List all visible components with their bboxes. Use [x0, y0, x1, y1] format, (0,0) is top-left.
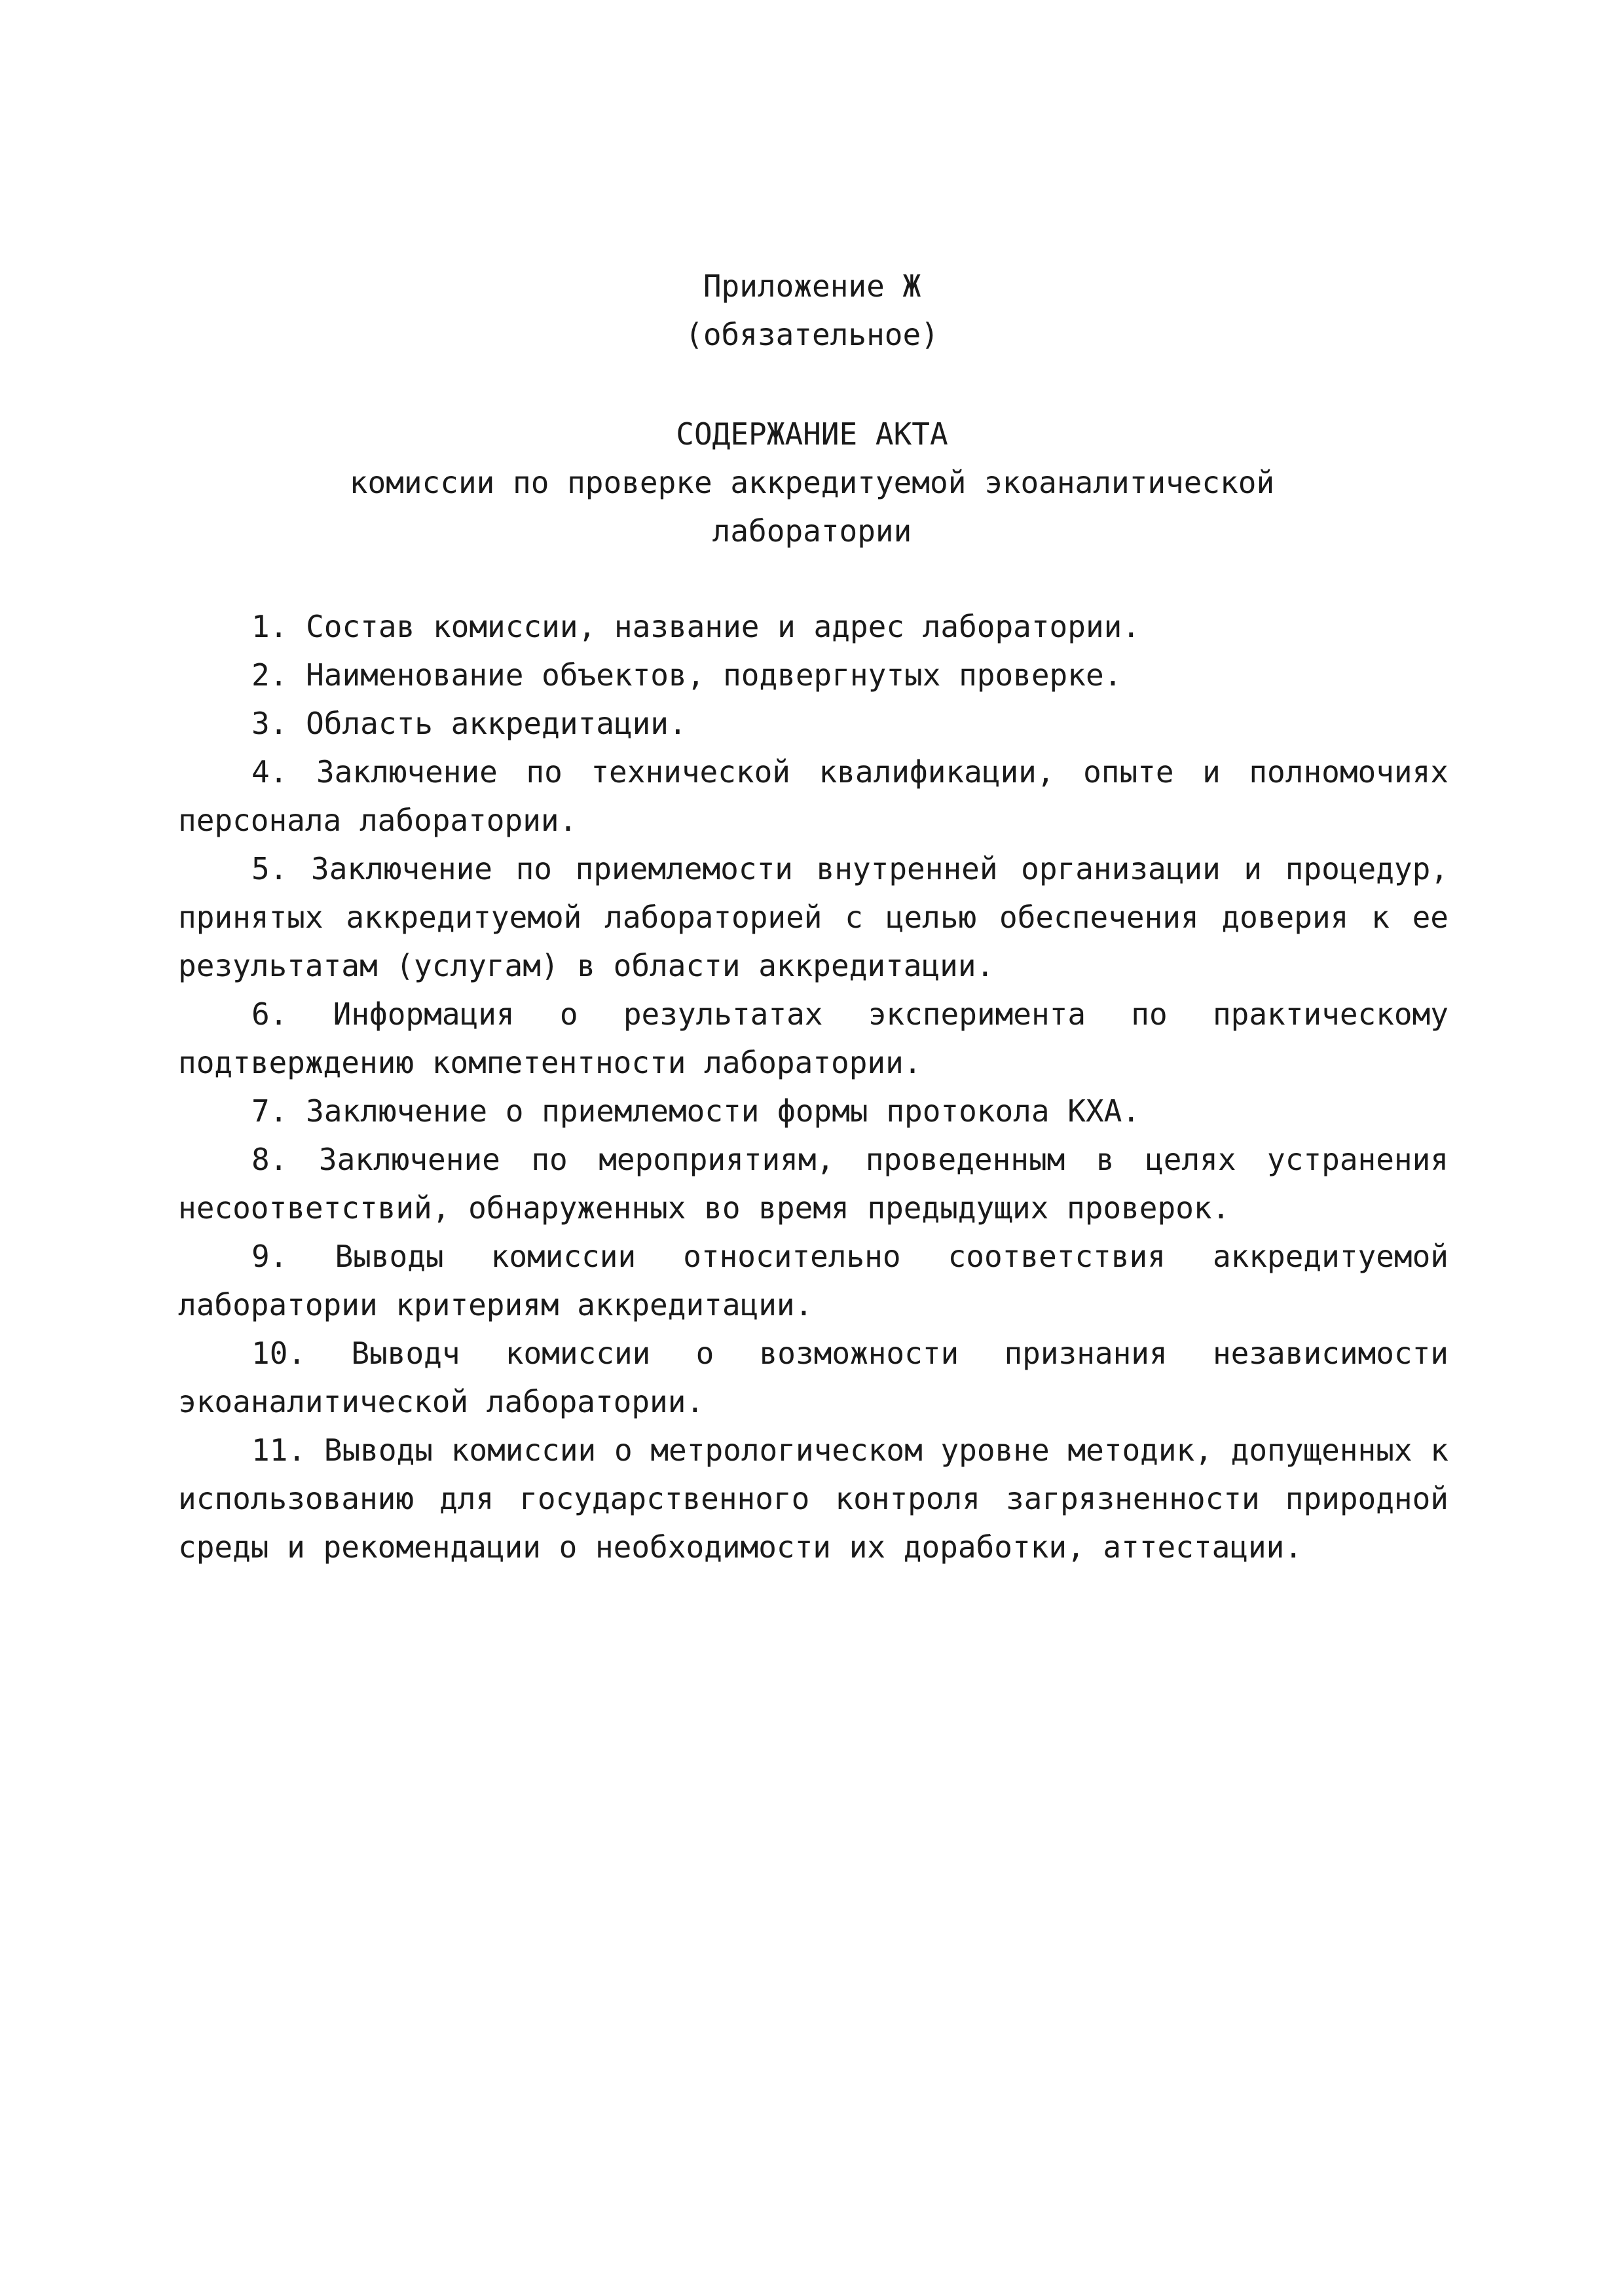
- list-item: [178, 1232, 1449, 1329]
- list-item: [178, 1087, 1449, 1135]
- item-number: 8.: [251, 1142, 288, 1177]
- item-text: Область аккредитации.: [306, 706, 687, 741]
- list-item: [178, 990, 1449, 1087]
- annex-header: [0, 262, 1624, 359]
- list-item: [178, 602, 1449, 651]
- item-text: Заключение по мероприятиям, проведенным в целях устранения несоответствий, обнаруженных во время предыдущих проверок.: [178, 1142, 1449, 1226]
- list-item: [178, 1135, 1449, 1232]
- item-text: Заключение по технической квалификации, опыте и полномочиях персонала лаборатории.: [178, 754, 1449, 838]
- item-text: Состав комиссии, название и адрес лаборатории.: [306, 609, 1141, 644]
- list-item: [178, 699, 1449, 748]
- contents-list: [178, 602, 1449, 1571]
- item-text: Наименование объектов, подвергнутых проверке.: [306, 657, 1122, 693]
- item-number: 11.: [251, 1432, 306, 1468]
- item-number: 1.: [251, 609, 288, 644]
- annex-status: (обязательное): [685, 317, 939, 352]
- item-number: 6.: [251, 996, 288, 1032]
- item-number: 9.: [251, 1239, 288, 1274]
- list-item: [178, 1329, 1449, 1426]
- list-item: [178, 651, 1449, 699]
- item-number: 3.: [251, 706, 288, 741]
- list-item: [178, 748, 1449, 845]
- item-text: Выводы комиссии относительно соответствия аккредитуемой лаборатории критериям аккредитации.: [178, 1239, 1449, 1322]
- item-number: 4.: [251, 754, 288, 790]
- item-text: Выводы комиссии о метрологическом уровне методик, допущенных к использованию для государственного контроля загрязненности природной среды и рекомендации о необходимости их доработки, аттестации.: [178, 1432, 1449, 1565]
- item-text: Заключение по приемлемости внутренней организации и процедур, принятых аккредитуемой лабораторией с целью обеспечения доверия к ее результатам (услугам) в области аккредитации.: [178, 851, 1449, 983]
- item-number: 2.: [251, 657, 288, 693]
- item-text: Заключение о приемлемости формы протокола КХА.: [306, 1093, 1141, 1129]
- document-title: [0, 410, 1624, 555]
- item-text: Информация о результатах эксперимента по практическому подтверждению компетентности лаборатории.: [178, 996, 1449, 1080]
- item-number: 10.: [251, 1336, 306, 1371]
- item-number: 7.: [251, 1093, 288, 1129]
- list-item: [178, 845, 1449, 990]
- item-number: 5.: [251, 851, 288, 886]
- title-subtitle-line1: комиссии по проверке аккредитуемой экоаналитической: [349, 465, 1275, 500]
- annex-label: Приложение Ж: [703, 268, 921, 304]
- list-item: [178, 1426, 1449, 1571]
- title-subtitle-line2: лаборатории: [712, 513, 912, 549]
- item-text: Выводч комиссии о возможности признания независимости экоаналитической лаборатории.: [178, 1336, 1449, 1419]
- title-main: СОДЕРЖАНИЕ АКТА: [676, 416, 948, 452]
